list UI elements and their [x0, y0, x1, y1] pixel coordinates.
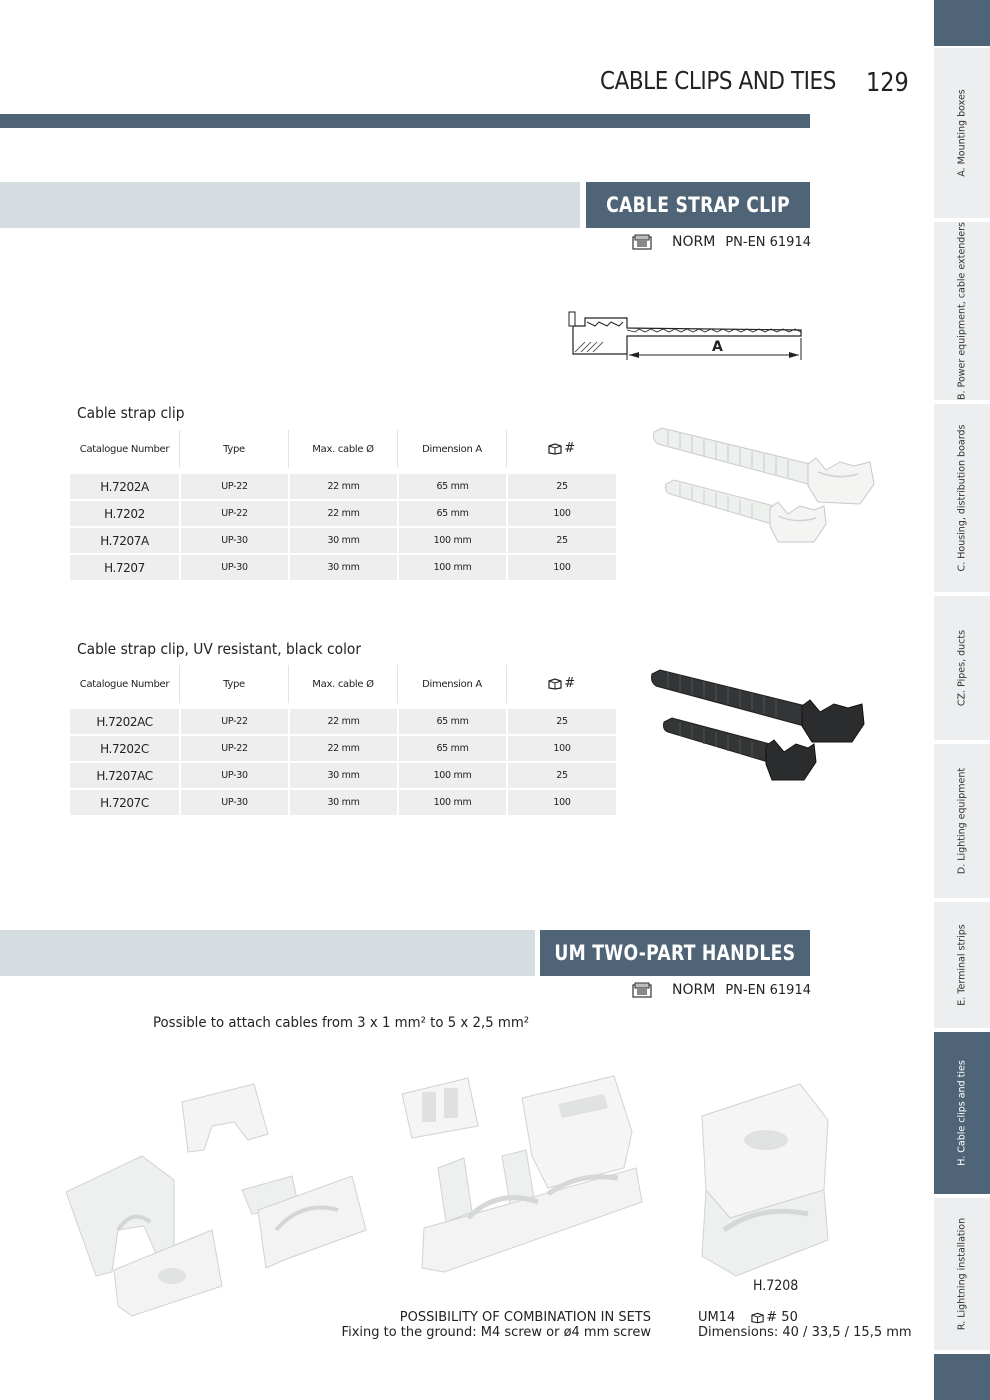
- table-row: [70, 499, 616, 526]
- col-catalogue-number: Catalogue Number: [79, 443, 170, 455]
- norm-value: PN-EN 61914: [725, 234, 811, 250]
- cell-max-cable: 30 mm: [288, 761, 397, 788]
- side-tab-label: C. Housing, distribution boards: [956, 424, 968, 572]
- table-header-row: [70, 430, 616, 468]
- header-rule: [0, 114, 810, 128]
- table1-title: Cable strap clip: [77, 404, 185, 422]
- cell-type: UP-22: [179, 472, 288, 499]
- table1: [70, 430, 616, 580]
- cell-catalogue: H.7207C: [70, 788, 179, 815]
- section-band: [0, 930, 535, 976]
- cell-type: UP-22: [179, 707, 288, 734]
- white-strap-clip-image: [648, 424, 880, 574]
- side-tab-b[interactable]: [934, 222, 990, 402]
- cell-dimension: 65 mm: [397, 734, 506, 761]
- cell-type: UP-30: [179, 761, 288, 788]
- section-band: [0, 182, 580, 228]
- side-tab-cap-top: [934, 0, 990, 46]
- col-catalogue-number: Catalogue Number: [79, 678, 170, 690]
- table-row: [70, 761, 616, 788]
- col-max-cable: Max. cable Ø: [288, 430, 397, 468]
- table-row: [70, 472, 616, 499]
- cell-pack: 25: [506, 707, 616, 734]
- um14-model: UM14: [698, 1310, 736, 1325]
- cell-max-cable: 22 mm: [288, 734, 397, 761]
- package-icon: [751, 1311, 765, 1324]
- cell-pack: 100: [506, 788, 616, 815]
- norm-icon: [632, 234, 652, 250]
- cell-max-cable: 22 mm: [288, 472, 397, 499]
- norm-label: NORM: [672, 234, 716, 250]
- cell-max-cable: 30 mm: [288, 788, 397, 815]
- norm-label: NORM: [672, 982, 716, 998]
- col-dimension-a: Dimension A: [397, 665, 506, 703]
- table-row: [70, 734, 616, 761]
- um14-pack: # 50: [766, 1310, 798, 1325]
- cell-dimension: 100 mm: [397, 788, 506, 815]
- cell-pack: 100: [506, 553, 616, 580]
- cell-type: UP-22: [179, 734, 288, 761]
- norm-value: PN-EN 61914: [725, 982, 811, 998]
- cell-max-cable: 22 mm: [288, 707, 397, 734]
- package-icon: [548, 677, 563, 690]
- table-row: [70, 553, 616, 580]
- product-code-h7208: H.7208: [753, 1278, 799, 1294]
- um-handles-combined-image: [398, 1072, 644, 1282]
- col-pack-quantity: [506, 430, 616, 468]
- side-tab-c[interactable]: [934, 404, 990, 594]
- cell-type: UP-30: [179, 553, 288, 580]
- page-number: 129: [866, 68, 909, 98]
- col-type: Type: [179, 665, 288, 703]
- cell-catalogue: H.7202C: [70, 734, 179, 761]
- norm-row: [632, 232, 811, 252]
- cell-type: UP-22: [179, 499, 288, 526]
- cell-dimension: 65 mm: [397, 499, 506, 526]
- cell-max-cable: 22 mm: [288, 499, 397, 526]
- um14-dimensions: Dimensions: 40 / 33,5 / 15,5 mm: [698, 1325, 912, 1340]
- table-row: [70, 788, 616, 815]
- strap-clip-drawing: [565, 308, 805, 364]
- pack-hash: #: [564, 675, 575, 691]
- table2-title: Cable strap clip, UV resistant, black color: [77, 640, 362, 658]
- side-tab-label: E. Terminal strips: [956, 924, 968, 1006]
- dimension-a-label: A: [712, 339, 723, 355]
- um14-spec: [698, 1310, 912, 1340]
- section-title-um-handles: UM TWO-PART HANDLES: [540, 930, 810, 976]
- side-tab-label: B. Power equipment, cable extenders: [956, 222, 968, 400]
- cell-catalogue: H.7207: [70, 553, 179, 580]
- cell-catalogue: H.7207A: [70, 526, 179, 553]
- section-title-cable-strap-clip: CABLE STRAP CLIP: [586, 182, 810, 228]
- col-pack-quantity: [506, 665, 616, 703]
- side-tab-d[interactable]: [934, 744, 990, 900]
- page-header: [0, 0, 930, 128]
- side-tab-e[interactable]: [934, 902, 990, 1030]
- cable-range-text: Possible to attach cables from 3 x 1 mm² to 5 x 2,5 mm²: [153, 1015, 530, 1031]
- side-tab-label: CZ. Pipes, ducts: [956, 629, 968, 707]
- side-tab-cz[interactable]: [934, 596, 990, 742]
- cell-pack: 25: [506, 526, 616, 553]
- package-icon: [548, 442, 563, 455]
- norm-row: [632, 980, 811, 1000]
- cell-max-cable: 30 mm: [288, 553, 397, 580]
- side-tab-label: A. Mounting boxes: [956, 89, 968, 177]
- table2: [70, 665, 616, 815]
- cell-catalogue: H.7202A: [70, 472, 179, 499]
- cell-pack: 25: [506, 472, 616, 499]
- cell-catalogue: H.7202AC: [70, 707, 179, 734]
- table-row: [70, 526, 616, 553]
- col-dimension-a: Dimension A: [397, 430, 506, 468]
- cell-pack: 25: [506, 761, 616, 788]
- pack-hash: #: [564, 440, 575, 456]
- cell-catalogue: H.7207AC: [70, 761, 179, 788]
- cell-max-cable: 30 mm: [288, 526, 397, 553]
- norm-icon: [632, 982, 652, 998]
- side-tab-r[interactable]: [934, 1198, 990, 1352]
- side-tab-label: D. Lighting equipment: [956, 767, 968, 875]
- cell-type: UP-30: [179, 526, 288, 553]
- um-handles-exploded-image: [62, 1080, 382, 1320]
- combination-caption: [342, 1310, 651, 1340]
- combination-line-1: POSSIBILITY OF COMBINATION IN SETS: [399, 1310, 651, 1325]
- cell-type: UP-30: [179, 788, 288, 815]
- cell-dimension: 65 mm: [397, 707, 506, 734]
- cell-pack: 100: [506, 499, 616, 526]
- cell-catalogue: H.7202: [70, 499, 179, 526]
- cell-dimension: 65 mm: [397, 472, 506, 499]
- side-tab-cap-bottom: [934, 1354, 990, 1400]
- black-strap-clip-image: [648, 666, 870, 796]
- side-tabs: [934, 0, 990, 1400]
- um14-handle-image: [690, 1080, 842, 1280]
- side-tab-label: R. Lightning installation: [956, 1217, 968, 1331]
- table-row: [70, 707, 616, 734]
- side-tab-a[interactable]: [934, 48, 990, 220]
- side-tab-label: H. Cable clips and ties: [956, 1060, 968, 1166]
- combination-line-2: Fixing to the ground: M4 screw or ø4 mm screw: [341, 1325, 651, 1340]
- col-type: Type: [179, 430, 288, 468]
- cell-dimension: 100 mm: [397, 553, 506, 580]
- cell-dimension: 100 mm: [397, 526, 506, 553]
- cell-pack: 100: [506, 734, 616, 761]
- side-tab-h[interactable]: [934, 1032, 990, 1196]
- table-header-row: [70, 665, 616, 703]
- cell-dimension: 100 mm: [397, 761, 506, 788]
- col-max-cable: Max. cable Ø: [288, 665, 397, 703]
- page-title: CABLE CLIPS AND TIES: [600, 66, 836, 95]
